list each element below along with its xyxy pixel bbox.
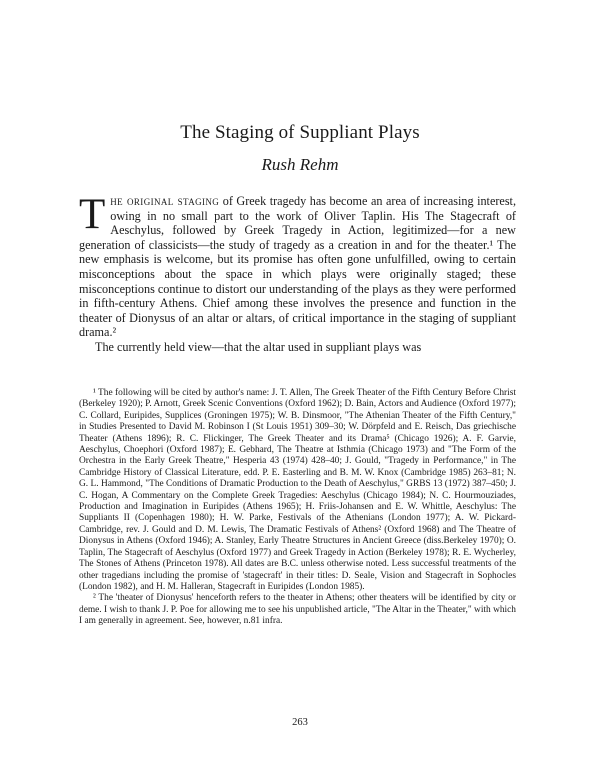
paragraph-2: The currently held view—that the altar used in suppliant plays was <box>95 339 422 354</box>
article-title: The Staging of Suppliant Plays <box>180 122 420 143</box>
lead-in-small-caps: he original staging <box>110 194 220 208</box>
paragraph-1 <box>79 191 516 340</box>
footnote-1: ¹ The following will be cited by author's name: J. T. Allen, The Greek Theater of the Fifth Century Before Christ (Berkeley 1920); P. Arnott, Greek Scenic Conventions (Oxford 1962); D. Bain, Actors and Audience (Oxford 1977); C. Collard, Euripides, Supplices (Groningen 1975); W. B. Dinsmoor, "The Athenian Theater of the Fifth Century," in Studies Presented to David M. Robinson I (St Louis 1951) 309–30; W. Dörpfeld and E. Reisch, Das griechische Theater (Athens 1896); R. C. Flickinger, The Greek Theater and its Drama⁵ (Chicago 1926); A. F. Garvie, Aeschylus, Choephori (Oxford 1987); E. Gebhard, The Theatre at Isthmia (Chicago 1973) and "The Form of the Orchestra in the Early Greek Theatre," Hesperia 43 (1974) 428–40; J. Gould, "Tragedy in Performance," in The Cambridge History of Classical Literature, edd. P. E. Easterling and B. M. W. Knox (Cambridge 1985) 263–81; N. G. L. Hammond, "The Conditions of Dramatic Production to the Death of Aeschylus," GRBS 13 (1972) 387–450; J. C. Hogan, A Commentary on the Complete Greek Tragedies: Aeschylus (Chicago 1984); N. C. Hourmouziades, Production and Imagination in Euripides (Athens 1965); H. Friis-Johansen and E. W. Whittle, Aeschylus: The Suppliants II (Copenhagen 1980); H. W. Parke, Festivals of the Athenians (London 1977); A. W. Pickard-Cambridge, rev. J. Gould and D. M. Lewis, The Dramatic Festivals of Athens² (Oxford 1968) and The Theatre of Dionysus in Athens (Oxford 1946); A. Stanley, Early Theatre Structures in Ancient Greece (diss.Berkeley 1970); O. Taplin, The Stagecraft of Aeschylus (Oxford 1977) and Greek Tragedy in Action (Berkeley 1978); R. E. Wycherley, The Stones of Athens (Princeton 1978). All dates are B.C. unless otherwise noted. Less successful treatments of the other tragedians including the promise of 'stagecraft' in their titles: D. Seale, Vision and Stagecraft in Sophocles (London 1982), and H. M. Halleran, Stagecraft in Euripides (London 1985). <box>79 388 516 592</box>
body-text <box>79 191 516 355</box>
footnote-2: ² The 'theater of Dionysus' henceforth refers to the theater in Athens; other theaters will be identified by city or deme. I wish to thank J. P. Poe for allowing me to see his unpublished article, "The Altar in the Theater," with which I am generally in agreement. See, however, n.81 infra. <box>79 593 516 627</box>
article-author: Rush Rehm <box>261 155 339 174</box>
drop-cap: T <box>79 191 106 238</box>
footnotes <box>79 388 516 628</box>
page-number: 263 <box>292 717 308 728</box>
paragraph-1-text: of Greek tragedy has become an area of increasing interest, owing in no small part to the work of Oliver Taplin. His The Stagecraft of Aeschylus, followed by Greek Tragedy in Action, legitimized—for a new generation of classicists—the study of tragedy as a creation in and for the theater.¹ The new emphasis is welcome, but its promise has often gone unfulfilled, owing to certain misconceptions about the space in which plays were originally staged; these misconceptions continue to distort our understanding of the plays as they were performed in fifth-century Athens. Chief among these involves the presence and function in the theater of Dionysus of an altar or altars, of critical importance in the staging of suppliant drama.² <box>79 194 516 340</box>
